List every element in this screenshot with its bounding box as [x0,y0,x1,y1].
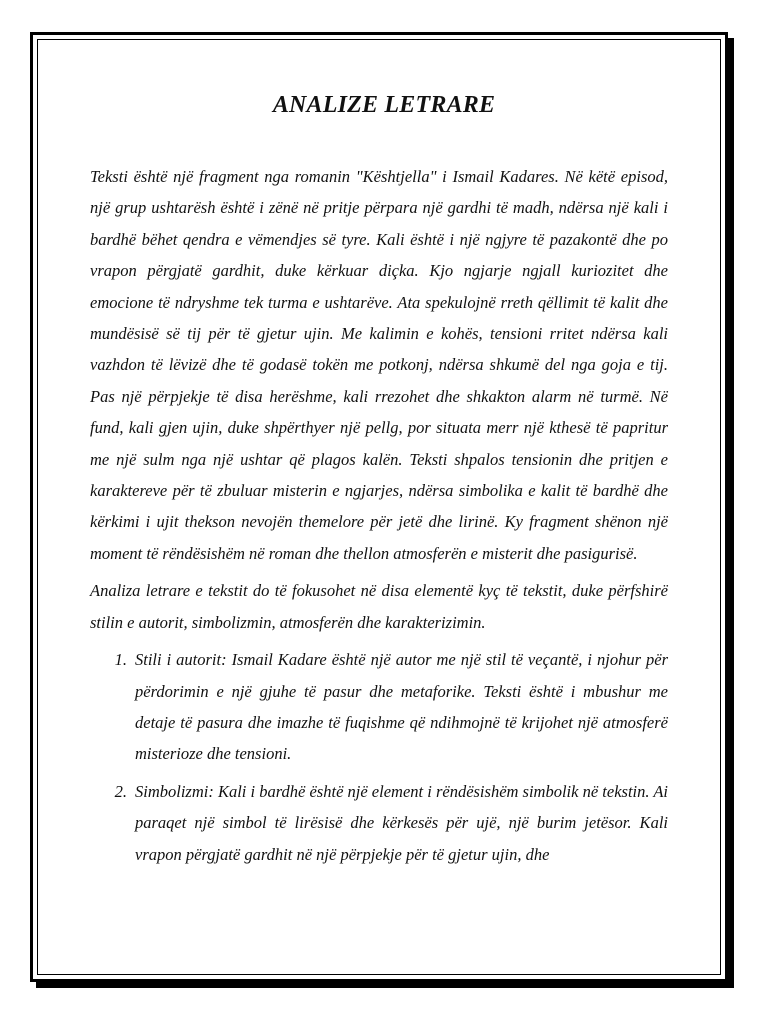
list-item-text: Simbolizmi: Kali i bardhë është një element i rëndësishëm simbolik në tekstin. Ai paraqet një simbol të lirësisë dhe kërkesës për ujë, një burim jetësor. Kali vrapon përgjatë gardhit në një përpjekje për të gjetur ujin, dhe [135,781,668,864]
document-body [90,161,668,876]
list-item-number: 2. [114,781,127,801]
document-title: ANALIZE LETRARE [272,92,496,118]
list-item-number: 1. [114,650,127,670]
analysis-list [90,644,668,870]
list-item [90,644,668,770]
intro-paragraph: Analiza letrare e tekstit do të fokusohet në disa elementë kyç të tekstit, duke përfshirë stilin e autorit, simbolizmin, atmosferën dhe karakterizimin. [90,581,668,632]
list-item [90,776,668,870]
summary-paragraph: Teksti është një fragment nga romanin "Kështjella" i Ismail Kadares. Në këtë episod, një grup ushtarësh është i zënë në pritje përpara një gardhi të madh, ndërsa një kali i bardhë bëhet qendra e vëmendjes së tyre. Kali është i një ngjyre të pazakontë dhe po vrapon përgjatë gardhit, duke kërkuar diçka. Kjo ngjarje ngjall kuriozitet dhe emocione të ndryshme tek turma e ushtarëve. Ata spekulojnë rreth qëllimit të kalit dhe mundësisë së tij për të gjetur ujin. Me kalimin e kohës, tensioni rritet ndërsa kali vazhdon të lëvizë dhe të godasë tokën me potkonj, ndërsa shkumë del nga goja e tij. Pas një përpjekje të disa herëshme, kali rrezohet dhe shkakton alarm në turmë. Në fund, kali gjen ujin, duke shpërthyer një pellg, por situata merr një kthesë të papritur me një sulm nga një ushtar që plagos kalën. Teksti shpalos tensionin dhe pritjen e karaktereve për të zbuluar misterin e ngjarjes, ndërsa simbolika e kalit të bardhë dhe kërkimi i ujit thekson nevojën themelore për jetë dhe lirinë. Ky fragment shënon një moment të rëndësishëm në roman dhe thellon atmosferën e misterit dhe pasigurisë. [90,167,668,563]
list-item-text: Stili i autorit: Ismail Kadare është një autor me një stil të veçantë, i njohur për përdorimin e një gjuhe të pasur dhe metaforike. Teksti është i mbushur me detaje të pasura dhe imazhe të fuqishme që ndihmojnë të krijohet një atmosferë misterioze dhe tensioni. [135,650,668,764]
